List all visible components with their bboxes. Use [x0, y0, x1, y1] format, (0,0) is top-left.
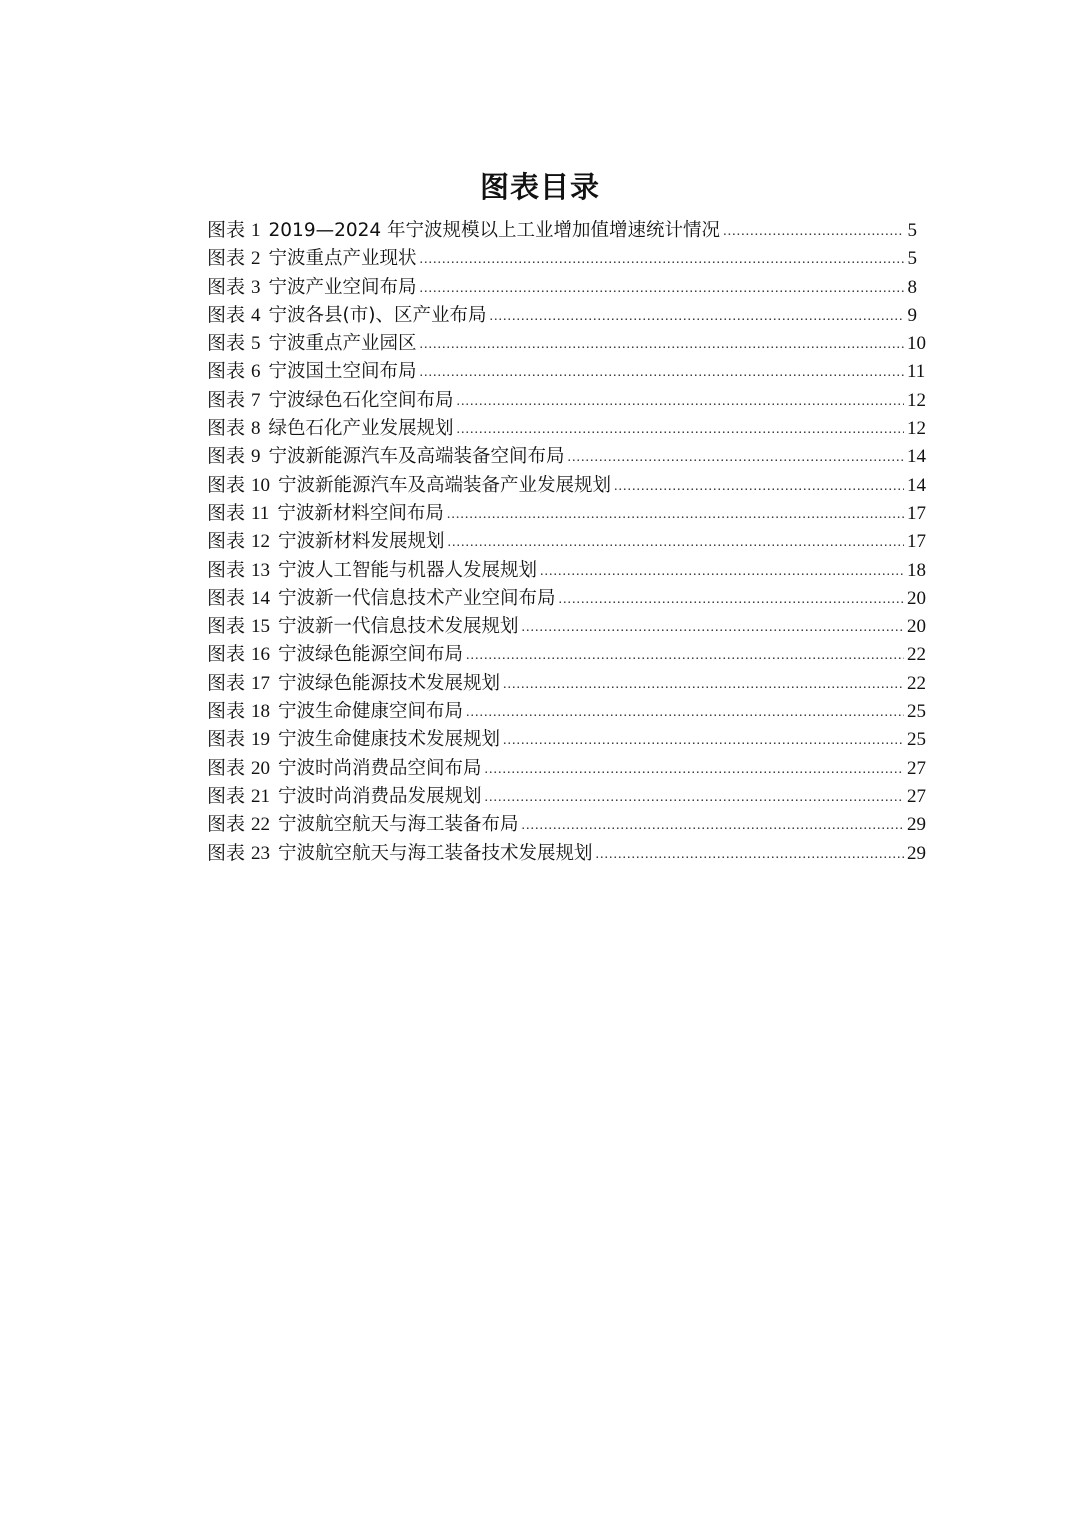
toc-entry[interactable] [207, 640, 926, 668]
entry-prefix: 图表 [207, 813, 246, 836]
entry-page-number: 9 [907, 304, 917, 326]
entry-title: 宁波绿色能源技术发展规划 [278, 672, 501, 694]
entry-number: 17 [251, 672, 271, 694]
dot-leader [522, 614, 904, 642]
entry-prefix: 图表 [207, 784, 246, 807]
entry-title: 2019—2024 年宁波规模以上工业增加值增速统计情况 [268, 220, 721, 241]
dot-leader [559, 586, 904, 614]
entry-title: 宁波新能源汽车及高端装备空间布局 [268, 446, 565, 468]
entry-number: 8 [251, 418, 261, 440]
entry-prefix: 图表 [207, 700, 246, 723]
toc-entry[interactable] [207, 612, 926, 640]
entry-number: 6 [251, 361, 261, 383]
entry-number: 23 [251, 842, 271, 864]
entry-number: 13 [251, 559, 271, 581]
entry-title: 宁波时尚消费品空间布局 [278, 757, 482, 779]
entry-title: 绿色石化产业发展规划 [268, 418, 454, 440]
entry-prefix: 图表 [207, 530, 246, 553]
dot-leader [503, 671, 904, 699]
entry-number: 16 [251, 644, 271, 666]
entry-page-number: 22 [907, 644, 926, 666]
entry-title: 宁波新材料发展规划 [278, 531, 445, 553]
entry-title: 宁波新材料空间布局 [277, 502, 444, 524]
entry-page-number: 11 [907, 361, 926, 383]
entry-number: 20 [251, 757, 271, 779]
dot-leader [420, 246, 904, 274]
entry-number: 14 [251, 587, 271, 609]
entry-number: 2 [251, 248, 261, 270]
entry-page-number: 25 [907, 701, 926, 723]
entry-page-number: 22 [907, 672, 926, 694]
entry-number: 5 [251, 333, 261, 355]
entry-prefix: 图表 [207, 841, 246, 864]
entry-page-number: 27 [907, 757, 926, 779]
entry-title: 宁波航空航天与海工装备布局 [278, 814, 519, 836]
entry-prefix: 图表 [207, 586, 246, 609]
entry-page-number: 18 [907, 559, 926, 581]
entry-title: 宁波绿色能源空间布局 [278, 644, 464, 666]
entry-title: 宁波时尚消费品发展规划 [278, 785, 482, 807]
entry-page-number: 20 [907, 587, 926, 609]
entry-title: 宁波各县(市)、区产业布局 [268, 304, 487, 326]
dot-leader [457, 388, 904, 416]
entry-prefix: 图表 [207, 756, 246, 779]
entry-title: 宁波新一代信息技术发展规划 [278, 616, 519, 638]
toc-entry[interactable] [207, 527, 926, 555]
entry-prefix: 图表 [207, 501, 246, 524]
entry-page-number: 17 [907, 531, 926, 553]
entry-prefix: 图表 [207, 388, 246, 411]
toc-entry[interactable] [207, 244, 917, 272]
entry-prefix: 图表 [207, 671, 246, 694]
entry-title: 宁波航空航天与海工装备技术发展规划 [278, 842, 593, 864]
toc-entry[interactable] [207, 782, 926, 810]
entry-number: 10 [251, 474, 271, 496]
entry-prefix: 图表 [207, 360, 246, 383]
entry-page-number: 10 [907, 333, 926, 355]
toc-entry[interactable] [207, 556, 926, 584]
toc-entry[interactable] [207, 754, 926, 782]
dot-leader [723, 218, 904, 246]
dot-leader [503, 727, 904, 755]
dot-leader [466, 699, 904, 727]
dot-leader [568, 444, 904, 472]
entry-page-number: 5 [907, 248, 917, 270]
entry-title: 宁波重点产业园区 [268, 333, 417, 355]
entry-number: 12 [251, 531, 271, 553]
toc-entry[interactable] [207, 442, 926, 470]
entry-title: 宁波绿色石化空间布局 [268, 389, 454, 411]
dot-leader [614, 473, 904, 501]
entry-number: 11 [251, 502, 270, 524]
toc-entry[interactable] [207, 357, 926, 385]
dot-leader [489, 303, 904, 331]
toc-entry[interactable] [207, 386, 926, 414]
entry-prefix: 图表 [207, 615, 246, 638]
entry-title: 宁波新能源汽车及高端装备产业发展规划 [278, 474, 612, 496]
entry-number: 1 [251, 220, 261, 241]
entry-page-number: 5 [907, 220, 917, 241]
entry-page-number: 8 [907, 276, 917, 298]
entry-title: 宁波生命健康技术发展规划 [278, 729, 501, 751]
entry-number: 15 [251, 616, 271, 638]
entry-page-number: 14 [907, 446, 926, 468]
entry-page-number: 14 [907, 474, 926, 496]
entry-page-number: 29 [907, 842, 926, 864]
toc-entry[interactable] [207, 499, 926, 527]
entry-title: 宁波新一代信息技术产业空间布局 [278, 587, 556, 609]
entry-number: 19 [251, 729, 271, 751]
toc-entry[interactable] [207, 669, 926, 697]
entry-prefix: 图表 [207, 728, 246, 751]
dot-leader [485, 784, 904, 812]
toc-list [207, 216, 926, 867]
dot-leader [522, 812, 904, 840]
dot-leader [540, 558, 904, 586]
toc-entry[interactable] [207, 697, 926, 725]
toc-entry[interactable] [207, 584, 926, 612]
entry-prefix: 图表 [207, 473, 246, 496]
entry-prefix: 图表 [207, 558, 246, 581]
toc-entry[interactable] [207, 273, 917, 301]
entry-number: 7 [251, 389, 261, 411]
entry-number: 4 [251, 304, 261, 326]
toc-entry[interactable] [207, 725, 926, 753]
entry-page-number: 17 [907, 502, 926, 524]
entry-title: 宁波人工智能与机器人发展规划 [278, 559, 538, 581]
toc-entry[interactable] [207, 414, 926, 442]
entry-page-number: 27 [907, 785, 926, 807]
toc-entry[interactable] [207, 839, 926, 867]
entry-prefix: 图表 [207, 247, 246, 270]
entry-title: 宁波产业空间布局 [268, 276, 417, 298]
dot-leader [485, 756, 904, 784]
toc-entry[interactable] [207, 810, 926, 838]
entry-page-number: 12 [907, 418, 926, 440]
toc-entry[interactable] [207, 329, 926, 357]
dot-leader [420, 331, 904, 359]
entry-number: 18 [251, 701, 271, 723]
dot-leader [457, 416, 904, 444]
entry-title: 宁波重点产业现状 [268, 248, 417, 270]
entry-title: 宁波国土空间布局 [268, 361, 417, 383]
dot-leader [447, 501, 904, 529]
entry-prefix: 图表 [207, 643, 246, 666]
entry-page-number: 12 [907, 389, 926, 411]
dot-leader [448, 529, 904, 557]
entry-prefix: 图表 [207, 332, 246, 355]
entry-prefix: 图表 [207, 303, 246, 326]
entry-prefix: 图表 [207, 417, 246, 440]
entry-prefix: 图表 [207, 219, 246, 241]
toc-entry[interactable] [207, 216, 917, 244]
entry-page-number: 25 [907, 729, 926, 751]
dot-leader [596, 841, 904, 869]
entry-prefix: 图表 [207, 275, 246, 298]
toc-entry[interactable] [207, 471, 926, 499]
dot-leader [466, 642, 904, 670]
entry-number: 22 [251, 814, 271, 836]
entry-page-number: 20 [907, 616, 926, 638]
entry-prefix: 图表 [207, 445, 246, 468]
dot-leader [420, 359, 904, 387]
entry-title: 宁波生命健康空间布局 [278, 701, 464, 723]
entry-number: 9 [251, 446, 261, 468]
entry-number: 21 [251, 785, 271, 807]
page-title: 图表目录 [479, 170, 600, 204]
entry-number: 3 [251, 276, 261, 298]
entry-page-number: 29 [907, 814, 926, 836]
toc-entry[interactable] [207, 301, 917, 329]
dot-leader [420, 275, 904, 303]
